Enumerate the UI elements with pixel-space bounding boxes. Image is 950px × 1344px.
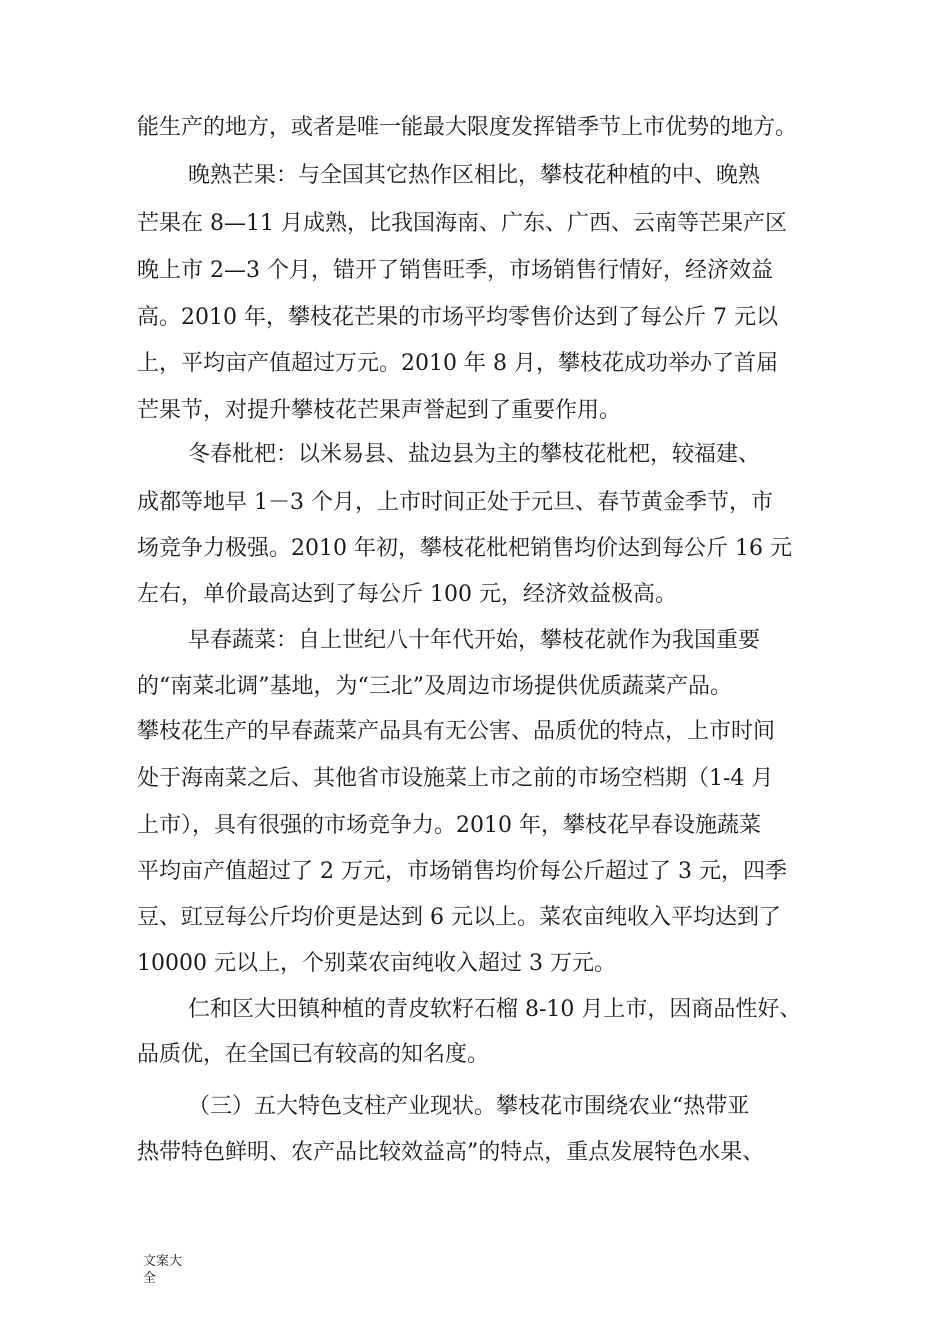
footer-line: 文案大 bbox=[143, 1254, 183, 1269]
text-line: 早春蔬菜：自上世纪八十年代开始，攀枝花就作为我国重要 bbox=[188, 628, 761, 653]
text-line: 场竞争力极强。2010 年初，攀枝花枇杷销售均价达到每公斤 16 元 bbox=[137, 536, 792, 561]
text-line: 左右，单价最高达到了每公斤 100 元，经济效益极高。 bbox=[137, 582, 677, 607]
text-line: 攀枝花生产的早春蔬菜产品具有无公害、品质优的特点，上市时间 bbox=[137, 719, 776, 744]
text-line: 芒果节，对提升攀枝花芒果声誉起到了重要作用。 bbox=[137, 398, 622, 423]
text-line: 成都等地早 1－3 个月，上市时间正处于元旦、春节黄金季节，市 bbox=[137, 490, 773, 515]
text-line: （三）五大特色支柱产业现状。攀枝花市围绕农业“热带亚 bbox=[188, 1094, 750, 1119]
text-line: 晚熟芒果：与全国其它热作区相比，攀枝花种植的中、晚熟 bbox=[188, 163, 761, 188]
text-line: 芒果在 8—11 月成熟，比我国海南、广东、广西、云南等芒果产区 bbox=[137, 211, 787, 236]
text-line: 热带特色鲜明、农产品比较效益高”的特点，重点发展特色水果、 bbox=[137, 1140, 765, 1165]
text-line: 冬春枇杷：以米易县、盐边县为主的攀枝花枇杷，较福建、 bbox=[188, 442, 761, 467]
text-line: 10000 元以上，个别菜农亩纯收入超过 3 万元。 bbox=[137, 951, 616, 976]
text-line: 处于海南菜之后、其他省市设施菜上市之前的市场空档期（1-4 月 bbox=[137, 766, 774, 791]
text-line: 晚上市 2—3 个月，错开了销售旺季，市场销售行情好，经济效益 bbox=[137, 258, 773, 283]
text-line: 的“南菜北调”基地，为“三北”及周边市场提供优质蔬菜产品。 bbox=[137, 674, 732, 699]
text-line: 仁和区大田镇种植的青皮软籽石榴 8-10 月上市，因商品性好、 bbox=[188, 997, 802, 1022]
text-line: 平均亩产值超过了 2 万元，市场销售均价每公斤超过了 3 元，四季 bbox=[137, 859, 787, 884]
text-line: 能生产的地方，或者是唯一能最大限度发挥错季节上市优势的地方。 bbox=[137, 115, 798, 140]
text-line: 豆、豇豆每公斤均价更是达到 6 元以上。菜农亩纯收入平均达到了 bbox=[137, 905, 781, 930]
text-line: 上市），具有很强的市场竞争力。2010 年，攀枝花早春设施蔬菜 bbox=[137, 813, 761, 838]
text-line: 品质优，在全国已有较高的知名度。 bbox=[137, 1042, 490, 1067]
text-line: 上，平均亩产值超过万元。2010 年 8 月，攀枝花成功举办了首届 bbox=[137, 351, 778, 376]
text-line: 高。2010 年，攀枝花芒果的市场平均零售价达到了每公斤 7 元以 bbox=[137, 305, 778, 330]
footer-line: 全 bbox=[143, 1271, 157, 1286]
footer-text bbox=[143, 1253, 203, 1287]
